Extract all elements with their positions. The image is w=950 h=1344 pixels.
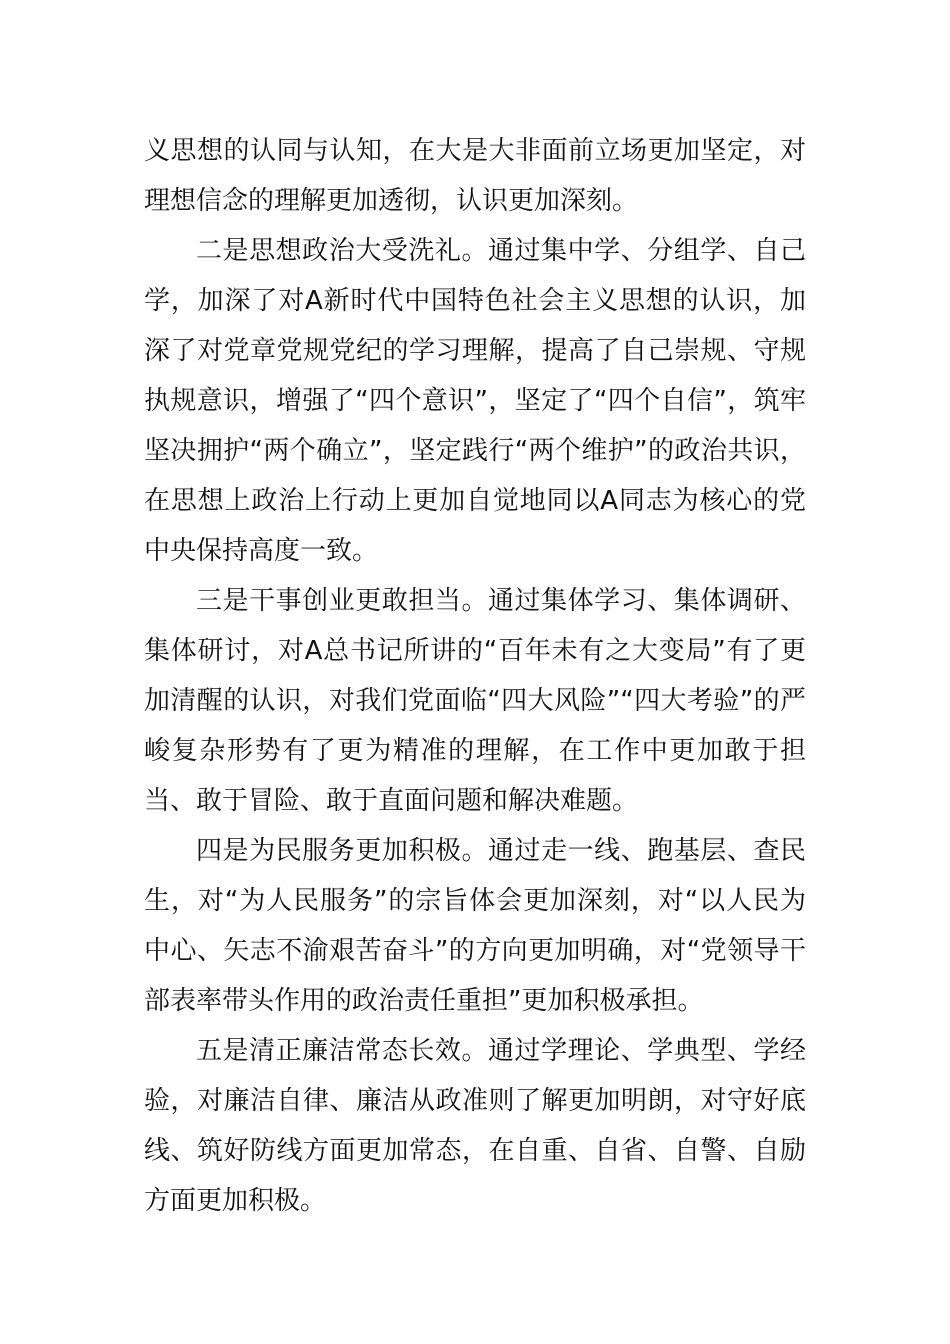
paragraph-point-four: 四是为民服务更加积极。通过走一线、跑基层、查民生，对“为人民服务”的宗旨体会更加深刻，对“以人民为中心、矢志不渝艰苦奋斗”的方向更加明确，对“党领导干部表率带头作用的政治责任重担”更加积极承担。 [144,836,806,1016]
paragraph-point-two: 二是思想政治大受洗礼。通过集中学、分组学、自己学，加深了对A新时代中国特色社会主义思想的认识，加深了对党章党规党纪的学习理解，提高了自己崇规、守规执规意识，增强了“四个意识”，坚定了“四个自信”，筑牢坚决拥护“两个确立”，坚定践行“两个维护”的政治共识，在思想上政治上行动上更加自觉地同以A同志为核心的党中央保持高度一致。 [144,236,806,566]
paragraph-continued: 义思想的认同与认知，在大是大非面前立场更加坚定，对理想信念的理解更加透彻，认识更加深刻。 [144,136,806,216]
paragraph-point-three: 三是干事创业更敢担当。通过集体学习、集体调研、集体研讨，对A总书记所讲的“百年未有之大变局”有了更加清醒的认识，对我们党面临“四大风险”“四大考验”的严峻复杂形势有了更为精准的理解，在工作中更加敢于担当、敢于冒险、敢于直面问题和解决难题。 [144,586,806,816]
document-body [144,126,806,1226]
paragraph-point-five: 五是清正廉洁常态长效。通过学理论、学典型、学经验，对廉洁自律、廉洁从政准则了解更加明朗，对守好底线、筑好防线方面更加常态，在自重、自省、自警、自励方面更加积极。 [144,1036,806,1216]
